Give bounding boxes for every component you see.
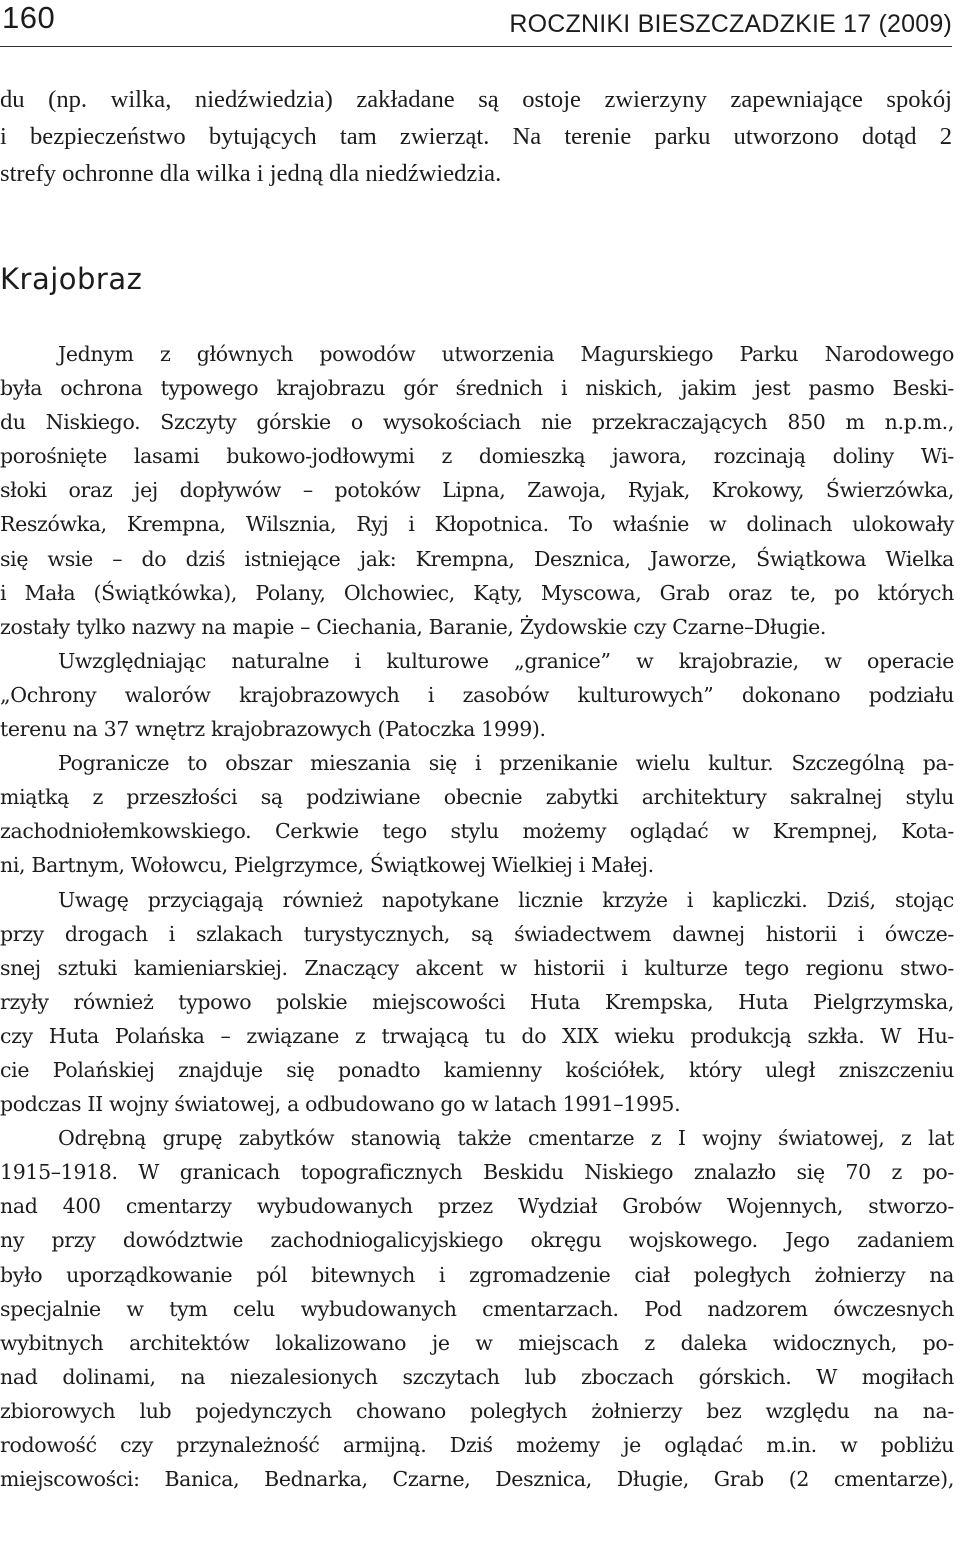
text-line: ny przy dowództwie zachodniogalicyjskiego okręgu wojskowego. Jego zadaniem <box>0 1228 954 1253</box>
text-line: Reszówka, Krempna, Wilsznia, Ryj i Kłopotnica. To właśnie w dolinach ulokowały <box>0 512 954 537</box>
text-line: nad dolinami, na niezalesionych szczytach lub zboczach górskich. W mogiłach <box>0 1364 954 1389</box>
text-line: strefy ochronne dla wilka i jedną dla niedźwiedzia. <box>0 160 502 187</box>
text-line: miejscowości: Banica, Bednarka, Czarne, Desznica, Długie, Grab (2 cmentarze), <box>0 1467 954 1492</box>
text-line: 1915–1918. W granicach topograficznych Beskidu Niskiego znalazło się 70 z po- <box>0 1160 954 1185</box>
text-line: snej sztuki kamieniarskiej. Znaczący akcent w historii i kulturze tego regionu stwo- <box>0 955 954 980</box>
text-line: porośnięte lasami bukowo-jodłowymi z domieszką jawora, rozcinają doliny Wi- <box>0 444 954 469</box>
text-line: miątką z przeszłości są podziwiane obecnie zabytki architektury sakralnej stylu <box>0 785 954 810</box>
text-line: ni, Bartnym, Wołowcu, Pielgrzymce, Świątkowej Wielkiej i Małej. <box>0 853 654 878</box>
text-line: była ochrona typowego krajobrazu gór średnich i niskich, jakim jest pasmo Beski- <box>0 376 954 401</box>
text-line: Odrębną grupę zabytków stanowią także cmentarze z I wojny światowej, z lat <box>58 1126 954 1151</box>
text-line: się wsie – do dziś istniejące jak: Krempna, Desznica, Jaworze, Świątkowa Wielka <box>0 546 954 571</box>
text-line: przy drogach i szlakach turystycznych, są świadectwem dawnej historii i ówcze- <box>0 921 954 946</box>
text-line: cie Polańskiej znajduje się ponadto kamienny kościółek, który uległ zniszczeniu <box>0 1057 954 1082</box>
text-line: i bezpieczeństwo bytujących tam zwierząt. Na terenie parku utworzono dotąd 2 <box>0 123 952 150</box>
text-line: specjalnie w tym celu wybudowanych cmentarzach. Pod nadzorem ówczesnych <box>0 1296 954 1321</box>
section-heading: Krajobraz <box>0 262 143 296</box>
running-header <box>0 0 952 47</box>
text-line: wybitnych architektów lokalizowano je w miejscach z daleka widocznych, po- <box>0 1330 954 1355</box>
body-text <box>0 337 954 1496</box>
text-line: Jednym z głównych powodów utworzenia Magurskiego Parku Narodowego <box>58 342 954 366</box>
text-line: i Mała (Świątkówka), Polany, Olchowiec, Kąty, Myscowa, Grab oraz te, po których <box>0 580 954 605</box>
text-line: du Niskiego. Szczyty górskie o wysokościach nie przekraczających 850 m n.p.m., <box>0 410 954 435</box>
text-line: rodowość czy przynależność armijną. Dziś możemy je oglądać m.in. w pobliżu <box>0 1433 954 1457</box>
text-line: podczas II wojny światowej, a odbudowano go w latach 1991–1995. <box>0 1092 681 1117</box>
text-line: terenu na 37 wnętrz krajobrazowych (Patoczka 1999). <box>0 717 546 742</box>
text-line: rzyły również typowo polskie miejscowości Huta Krempska, Huta Pielgrzymska, <box>0 989 954 1014</box>
journal-title: ROCZNIKI BIESZCZADZKIE 17 (2009) <box>509 10 952 38</box>
text-line: Uwzględniając naturalne i kulturowe „granice” w krajobrazie, w operacie <box>58 648 954 673</box>
text-line: czy Huta Polańska – związane z trwającą tu do XIX wieku produkcją szkła. W Hu- <box>0 1023 954 1048</box>
text-line: zbiorowych lub pojedynczych chowano poległych żołnierzy bez względu na na- <box>0 1398 954 1423</box>
page-number: 160 <box>2 0 56 35</box>
intro-paragraph <box>0 81 952 192</box>
text-line: Pogranicze to obszar mieszania się i przenikanie wielu kultur. Szczególną pa- <box>58 751 954 776</box>
text-line: nad 400 cmentarzy wybudowanych przez Wydział Grobów Wojennych, stworzo- <box>0 1194 954 1219</box>
text-line: było uporządkowanie pól bitewnych i zgromadzenie ciał poległych żołnierzy na <box>0 1262 954 1287</box>
text-line: słoki oraz jej dopływów – potoków Lipna, Zawoja, Ryjak, Krokowy, Świerzówka, <box>0 478 954 503</box>
text-line: Uwagę przyciągają również napotykane licznie krzyże i kapliczki. Dziś, stojąc <box>58 887 954 912</box>
text-line: zostały tylko nazwy na mapie – Ciechania, Baranie, Żydowskie czy Czarne–Długie. <box>0 614 827 639</box>
text-line: du (np. wilka, niedźwiedzia) zakładane są ostoje zwierzyny zapewniające spokój <box>0 86 952 113</box>
text-line: „Ochrony walorów krajobrazowych i zasobów kulturowych” dokonano podziału <box>0 682 954 707</box>
text-line: zachodniołemkowskiego. Cerkwie tego stylu możemy oglądać w Krempnej, Kota- <box>0 819 954 844</box>
